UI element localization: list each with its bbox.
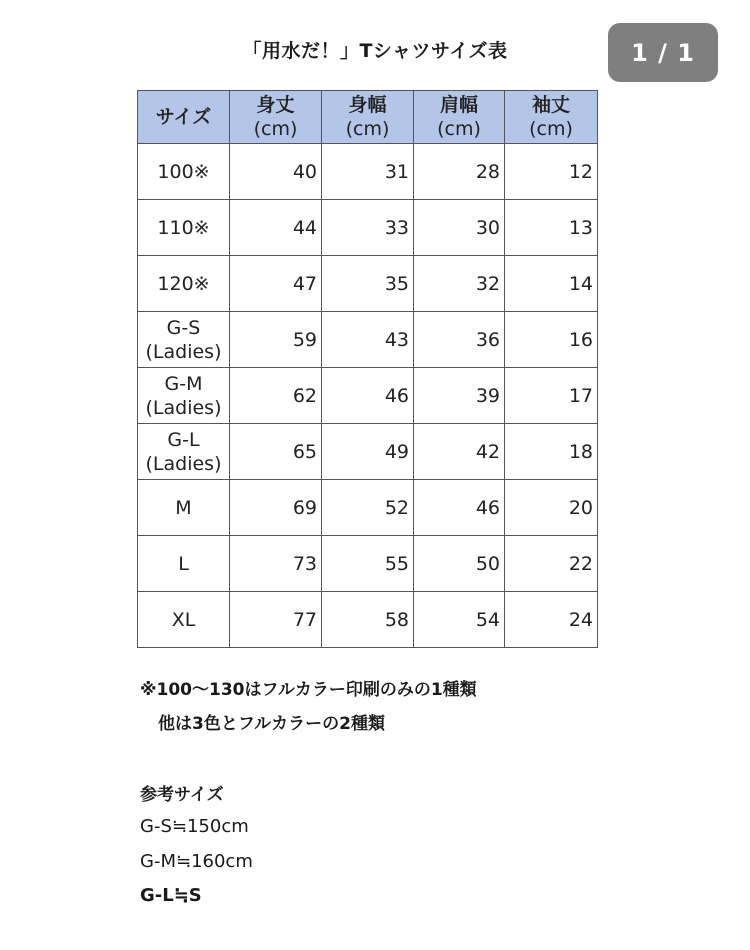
shoulder-width-cell: 32 <box>414 256 505 312</box>
size-cell: 120※ <box>138 256 230 312</box>
table-row <box>138 536 598 592</box>
size-cell: G-M (Ladies) <box>138 368 230 424</box>
length-cell: 47 <box>230 256 322 312</box>
document-title: 「用水だ！」Tシャツサイズ表 <box>242 40 508 62</box>
length-cell: 77 <box>230 592 322 648</box>
table-row <box>138 144 598 200</box>
sleeve-length-cell: 17 <box>505 368 598 424</box>
size-table <box>137 90 598 648</box>
header-size: サイズ <box>138 91 230 144</box>
header-shoulder-width: 肩幅 (cm) <box>414 91 505 144</box>
reference-item: G-S≒150cm <box>140 816 249 837</box>
shoulder-width-cell: 30 <box>414 200 505 256</box>
table-row <box>138 256 598 312</box>
body-width-cell: 55 <box>322 536 414 592</box>
length-cell: 62 <box>230 368 322 424</box>
shoulder-width-cell: 54 <box>414 592 505 648</box>
header-body-width: 身幅 (cm) <box>322 91 414 144</box>
sleeve-length-cell: 18 <box>505 424 598 480</box>
body-width-cell: 43 <box>322 312 414 368</box>
size-cell: M <box>138 480 230 536</box>
reference-item: G-L≒S <box>140 885 202 906</box>
table-row <box>138 424 598 480</box>
body-width-cell: 35 <box>322 256 414 312</box>
length-cell: 59 <box>230 312 322 368</box>
header-sleeve-length: 袖丈 (cm) <box>505 91 598 144</box>
size-cell: 100※ <box>138 144 230 200</box>
sleeve-length-cell: 16 <box>505 312 598 368</box>
length-cell: 73 <box>230 536 322 592</box>
reference-item: G-M≒160cm <box>140 851 253 872</box>
table-header-row <box>138 91 598 144</box>
sleeve-length-cell: 13 <box>505 200 598 256</box>
size-cell: 110※ <box>138 200 230 256</box>
body-width-cell: 49 <box>322 424 414 480</box>
size-cell: XL <box>138 592 230 648</box>
shoulder-width-cell: 50 <box>414 536 505 592</box>
body-width-cell: 31 <box>322 144 414 200</box>
sleeve-length-cell: 24 <box>505 592 598 648</box>
length-cell: 44 <box>230 200 322 256</box>
body-width-cell: 52 <box>322 480 414 536</box>
size-cell: L <box>138 536 230 592</box>
table-row <box>138 368 598 424</box>
length-cell: 40 <box>230 144 322 200</box>
size-cell: G-S (Ladies) <box>138 312 230 368</box>
page-indicator: 1 / 1 <box>608 23 718 82</box>
sleeve-length-cell: 14 <box>505 256 598 312</box>
header-length: 身丈 (cm) <box>230 91 322 144</box>
body-width-cell: 46 <box>322 368 414 424</box>
shoulder-width-cell: 36 <box>414 312 505 368</box>
body-width-cell: 33 <box>322 200 414 256</box>
sleeve-length-cell: 20 <box>505 480 598 536</box>
note-full-color-only: ※100〜130はフルカラー印刷のみの1種類 <box>140 680 477 700</box>
note-color-options: 他は3色とフルカラーの2種類 <box>158 714 385 734</box>
shoulder-width-cell: 42 <box>414 424 505 480</box>
sleeve-length-cell: 22 <box>505 536 598 592</box>
size-cell: G-L (Ladies) <box>138 424 230 480</box>
length-cell: 69 <box>230 480 322 536</box>
reference-heading: 参考サイズ <box>140 785 224 805</box>
table-row <box>138 312 598 368</box>
body-width-cell: 58 <box>322 592 414 648</box>
sleeve-length-cell: 12 <box>505 144 598 200</box>
shoulder-width-cell: 39 <box>414 368 505 424</box>
table-row <box>138 200 598 256</box>
shoulder-width-cell: 28 <box>414 144 505 200</box>
table-row <box>138 480 598 536</box>
shoulder-width-cell: 46 <box>414 480 505 536</box>
table-row <box>138 592 598 648</box>
length-cell: 65 <box>230 424 322 480</box>
